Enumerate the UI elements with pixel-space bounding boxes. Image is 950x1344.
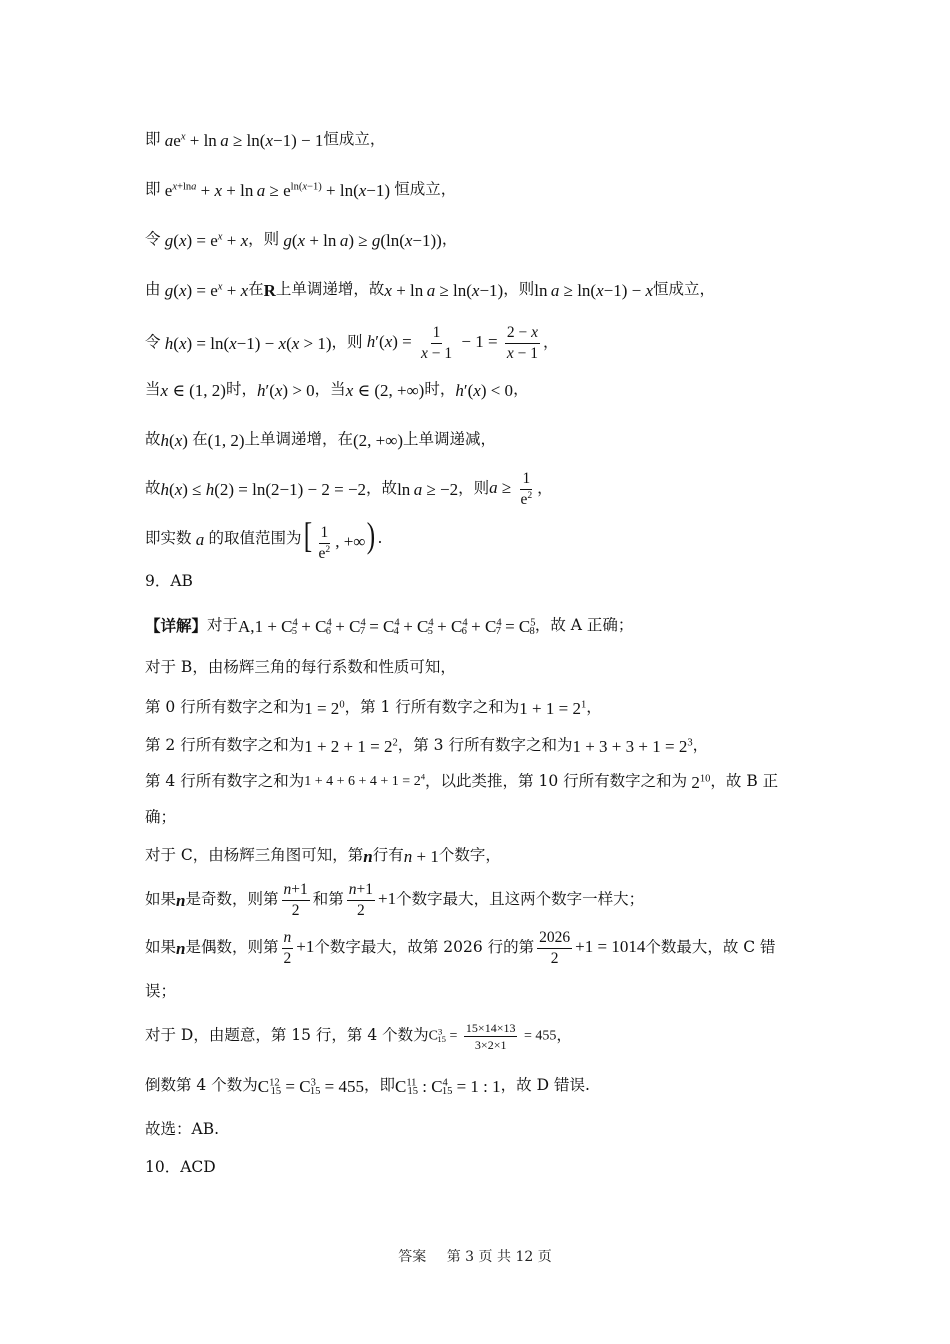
page-footer	[0, 1246, 950, 1266]
solution-line-6: 当 x ∈ (1, 2) 时， h′(x) > 0 ，当 x ∈ (2, +∞) 时， h′(x) < 0 ，	[145, 380, 529, 400]
formula: $ae^x + \ln a \ge \ln(x-1) - 1$	[164, 130, 324, 150]
solution-line-8: 故 h(x) ≤ h(2) = ln(2−1) − 2 = −2 ，故 ln a ≥ −2 ，则 a ≥ $\frac{1}{e^2}$ ，	[145, 470, 553, 508]
formula: n	[176, 890, 186, 910]
q9-d-line-1: 对于 D，由题意，第 15 行，第 4 个数为 $C^3_{15}$ = $\frac{15\times 14\times 13}{3\times 2\times 1}$ = 455 ，	[145, 1020, 572, 1052]
formula: h(x)	[160, 430, 193, 450]
formula: a	[191, 529, 209, 549]
formula: h′(x) > 0	[256, 380, 315, 400]
formula: $C^3_{15}$ = $\frac{15\times 14\times 13}{3\times 2\times 1}$ = 455	[428, 1020, 557, 1052]
formula: $1 + 3 + 3 + 1 = 2^3$	[572, 736, 693, 756]
solution-line-9: 即实数 a 的取值范围为 [ $\frac{1}{e^2}$ , +∞) .	[145, 514, 383, 562]
formula: $1 + 4 + 6 + 4 + 1 = 2^4$	[304, 771, 426, 789]
formula: $1 + 1 = 2^1$	[519, 698, 587, 718]
formula: $\frac{2026}{2}$ +1 = 1014	[539, 929, 646, 967]
q9-d-line-2: 倒数第 4 个数为 $C^{12}_{15} = C^3_{15} = 455$ ，即 $C^{11}_{15}$ : $C^4_{15} = 1$ : 1 ，故 D 错误.	[145, 1076, 590, 1098]
formula: (2, +∞)	[353, 430, 404, 450]
formula: ln a ≥ ln(x−1) − x	[534, 280, 654, 300]
formula: n	[363, 846, 373, 866]
formula: h′(x) < 0	[455, 380, 514, 400]
formula: $1 + 2 + 1 = 2^2$	[304, 736, 398, 756]
formula: $1 + C^4_5 + C^4_6 + C^4_7 = C^4_4 + C^4_5 + C^4_6 + C^4_7 = C^5_8$	[254, 616, 536, 638]
formula: h′(x) = $\frac{1}{x - 1}$ − 1 = $\frac{2 - x}{x - 1}$	[366, 324, 538, 362]
formula: x + ln a ≥ ln(x−1)	[384, 280, 504, 300]
solution-line-7: 故 h(x) 在 (1, 2) 上单调递增，在 (2, +∞) 上单调递减，	[145, 430, 497, 450]
q9-answer: 9．AB	[145, 572, 193, 591]
q9-detail-a: 【详解】 对于 A, $1 + C^4_5 + C^4_6 + C^4_7 = C^4_4 + C^4_5 + C^4_6 + C^4_7 = C^5_8$ ，故 A 正确；	[145, 616, 634, 638]
solution-line-1: 即 $ae^x + \ln a \ge \ln(x-1) - 1$ 恒成立，	[145, 130, 386, 150]
formula: $g(x) = e^x + x$	[164, 280, 249, 300]
footer-label: 答案	[398, 1249, 427, 1265]
q9-c-even: 如果 n 是偶数，则第 $\frac{n}{2}$ +1 个数字最大，故第 2026 行的第 $\frac{2026}{2}$ +1 = 1014 个数最大，故 C 错	[145, 929, 776, 967]
formula: h(x) = ln(x−1) − x(x > 1)	[164, 333, 332, 353]
formula: x ∈ (2, +∞)	[345, 380, 425, 400]
formula: ln a ≥ −2	[397, 479, 459, 499]
formula: $1 = 2^0$	[304, 698, 345, 718]
formula: $C^{11}_{15}$ : $C^4_{15} = 1$ : 1	[394, 1076, 501, 1098]
formula: [ $\frac{1}{e^2}$ , +∞)	[303, 514, 376, 562]
formula: $\frac{n+1}{2}$ +1	[348, 881, 397, 919]
solution-line-3: 令 $g(x) = e^x + x$ ，则 g(x + ln a) ≥ g(ln(x−1)) ，	[145, 230, 458, 250]
solution-line-5: 令 h(x) = ln(x−1) − x(x > 1) ，则 h′(x) = $\frac{1}{x - 1}$ − 1 = $\frac{2 - x}{x - 1}$ ，	[145, 324, 559, 362]
q10-answer: 10．ACD	[145, 1158, 216, 1177]
q9-b-rows-4-10: 第 4 行所有数字之和为 $1 + 4 + 6 + 4 + 1 = 2^4$ ，以此类推，第 10 行所有数字之和为 $2^{10}$ ，故 B 正	[145, 771, 779, 792]
q9-b-rows-2-3: 第 2 行所有数字之和为 $1 + 2 + 1 = 2^2$ ，第 3 行所有数字之和为 $1 + 3 + 3 + 1 = 2^3$ ，	[145, 736, 709, 756]
q9-b-intro: 对于 B，由杨辉三角的每行系数和性质可知，	[145, 658, 456, 677]
q9-c-intro: 对于 C，由杨辉三角图可知，第 n 行有 n + 1 个数字，	[145, 846, 501, 866]
formula: $e^{x+lna} + x + \ln a \ge e^{ln(x-1)} + \ln(x-1)$	[160, 180, 395, 200]
formula: $g(x) = e^x + x$	[164, 230, 249, 250]
q9-c-end: 误；	[145, 982, 177, 1001]
footer-page-number: 第 3 页 共 12 页	[446, 1249, 552, 1265]
formula: h(x) ≤ h(2) = ln(2−1) − 2 = −2	[160, 479, 367, 499]
q9-choose: 故选：AB.	[145, 1120, 220, 1139]
formula: a ≥ $\frac{1}{e^2}$	[489, 470, 533, 508]
q9-b-end: 确；	[145, 808, 177, 827]
solution-line-4: 由 $g(x) = e^x + x$ 在 R 上单调递增，故 x + ln a ≥ ln(x−1) ，则 ln a ≥ ln(x−1) − x 恒成立，	[145, 280, 716, 300]
formula: x ∈ (1, 2)	[160, 380, 226, 400]
formula: n + 1	[403, 846, 439, 866]
formula: $\frac{n+1}{2}$	[283, 881, 308, 919]
formula: n	[176, 938, 186, 958]
formula: $2^{10}$	[687, 772, 711, 792]
solution-line-2: 即 $e^{x+lna} + x + \ln a \ge e^{ln(x-1)} + \ln(x-1)$ 恒成立，	[145, 180, 457, 200]
q9-c-odd: 如果 n 是奇数，则第 $\frac{n+1}{2}$ 和第 $\frac{n+1}{2}$ +1 个数字最大，且这两个数字一样大；	[145, 881, 645, 919]
formula: (1, 2)	[207, 430, 245, 450]
formula: $\frac{n}{2}$ +1	[283, 929, 315, 967]
formula: $C^{12}_{15} = C^3_{15} = 455$	[257, 1076, 364, 1098]
q9-b-rows-0-1: 第 0 行所有数字之和为 $1 = 2^0$ ，第 1 行所有数字之和为 $1 + 1 = 2^1$ ，	[145, 698, 602, 718]
formula: g(x + ln a) ≥ g(ln(x−1))	[283, 230, 442, 250]
